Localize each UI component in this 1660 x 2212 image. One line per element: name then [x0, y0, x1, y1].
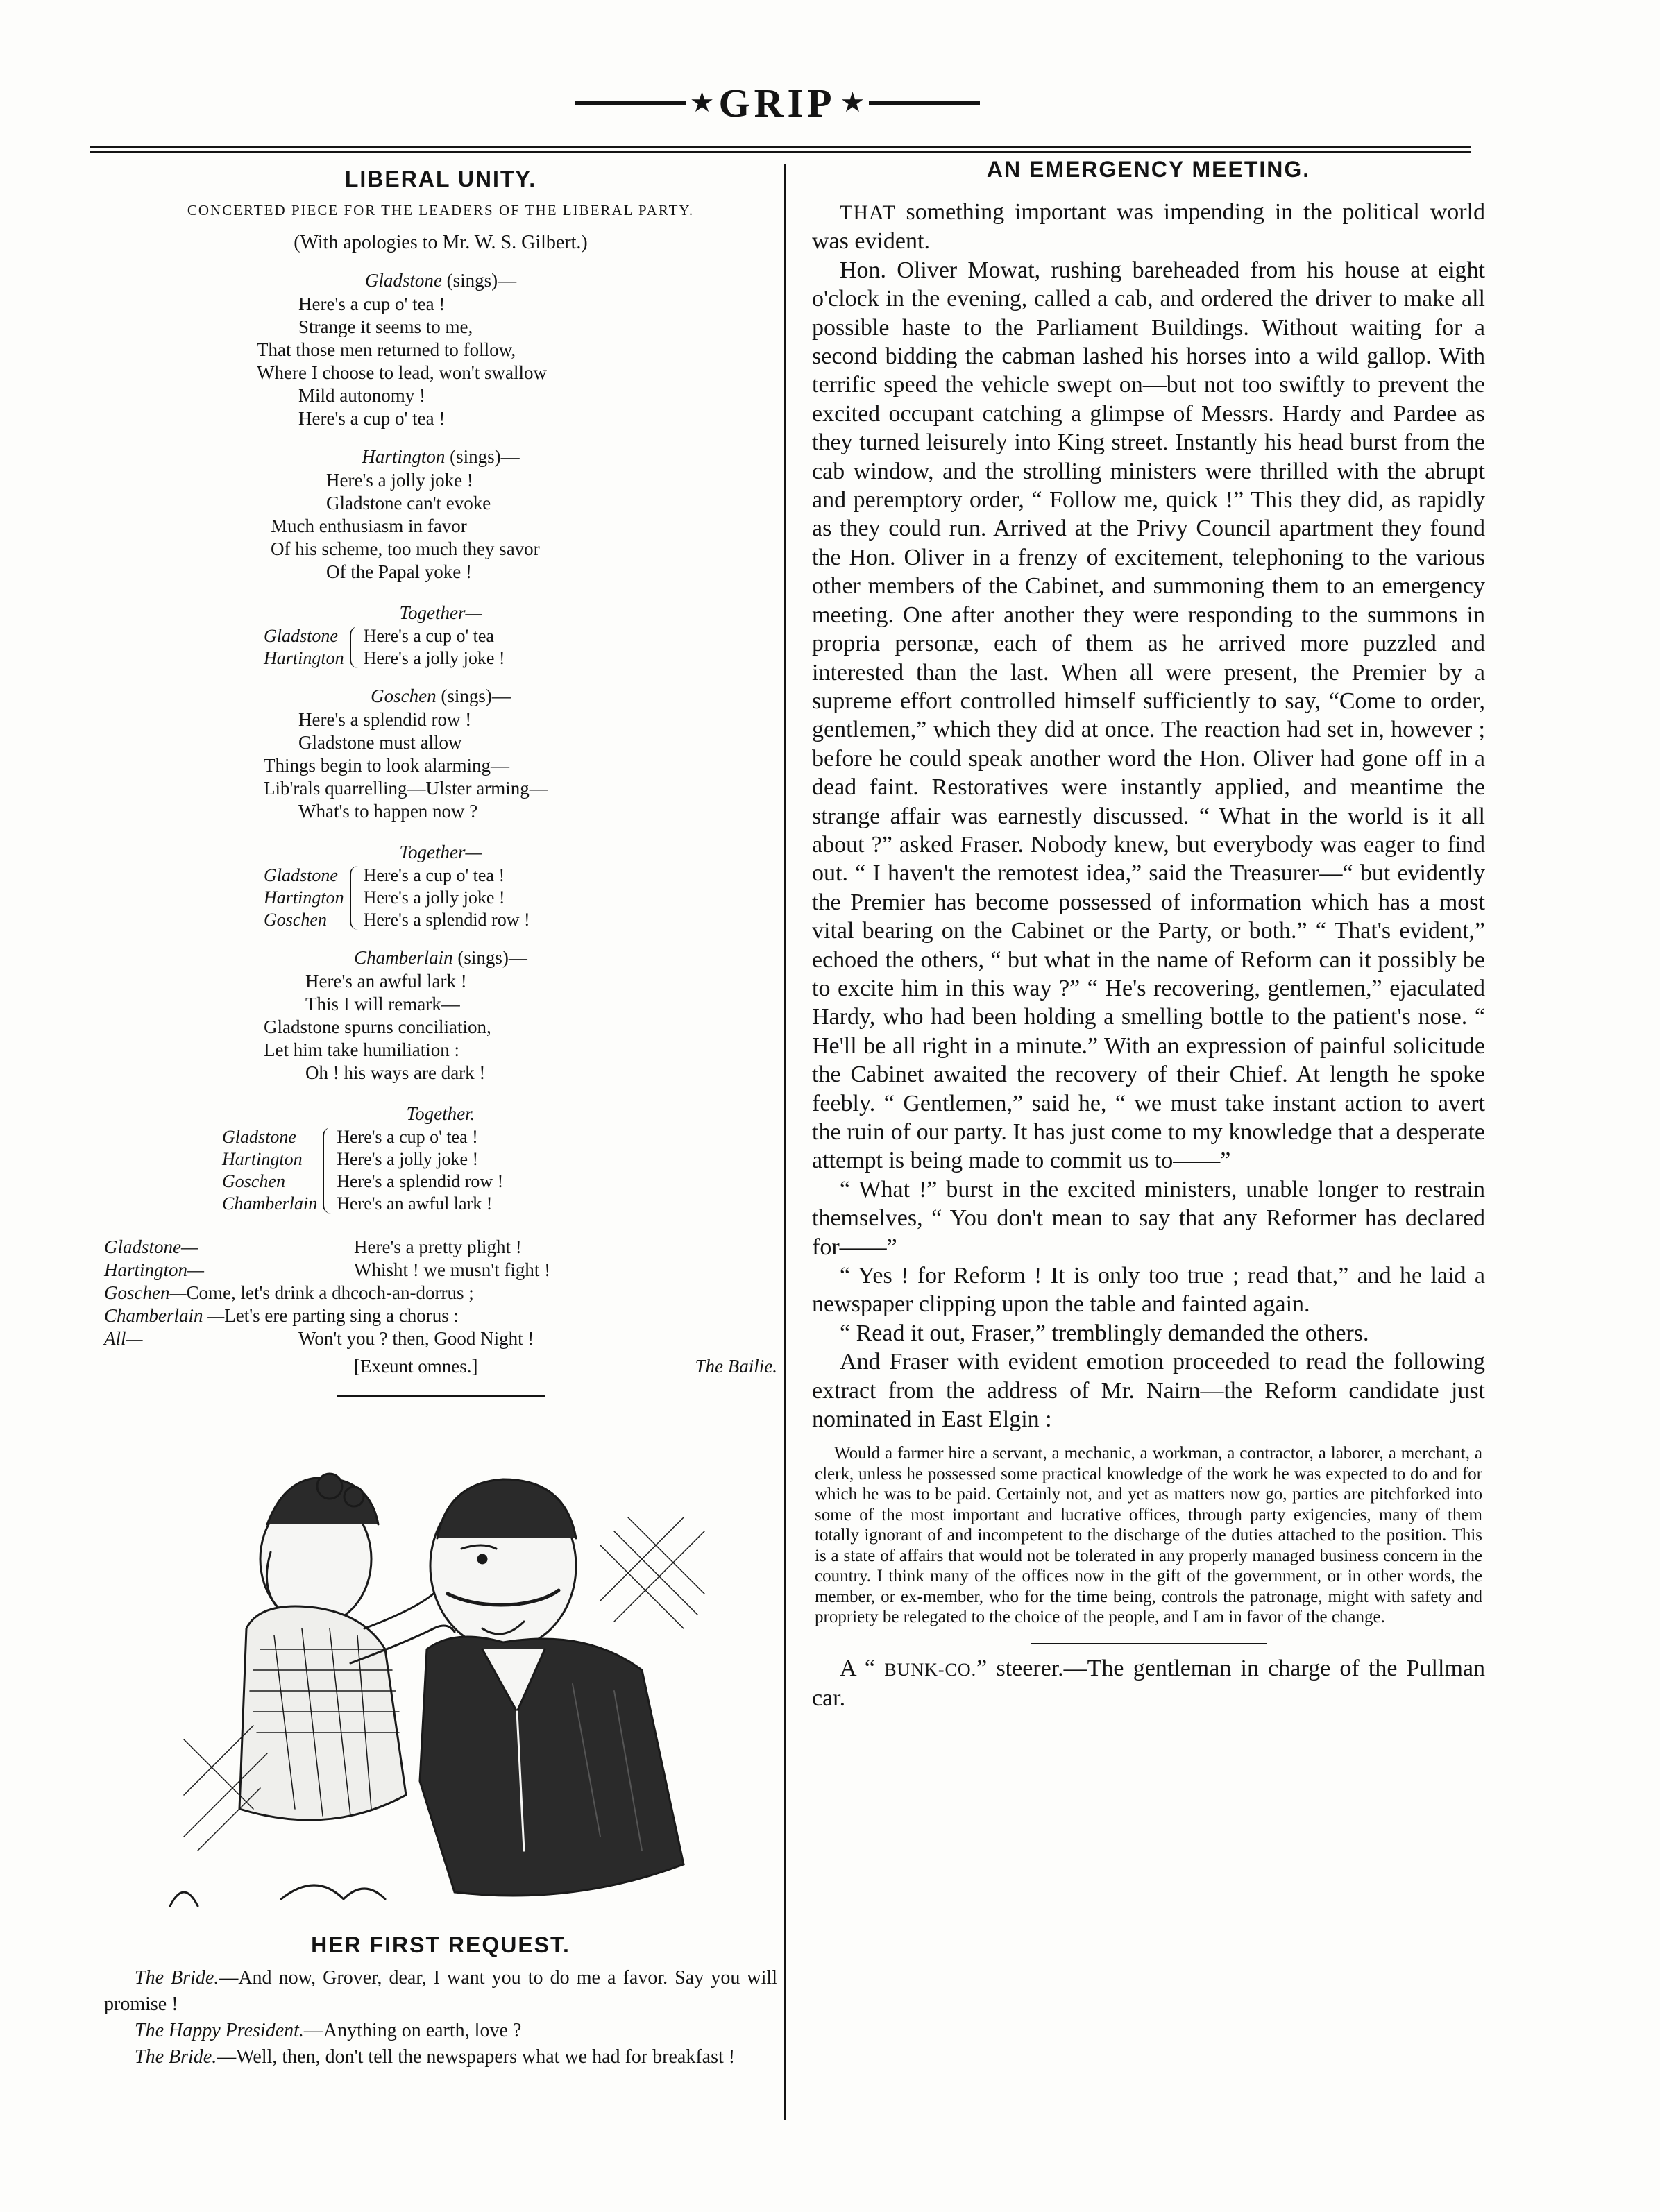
- verse-line: Here's a cup o' tea !: [298, 293, 446, 314]
- verse-line: Of his scheme, too much they savor: [271, 538, 540, 559]
- singer-name: Gladstone: [222, 1127, 296, 1147]
- verse-line: Strange it seems to me,: [298, 316, 473, 337]
- verse-line: Gladstone spurns conciliation,: [264, 1016, 491, 1037]
- singer-name: Chamberlain: [354, 947, 453, 968]
- sings-label: (sings)—: [446, 270, 517, 291]
- section-divider: [337, 1395, 545, 1397]
- verse-line: That those men returned to follow,: [257, 339, 516, 360]
- verse-line: Here's an awful lark !: [305, 971, 467, 992]
- singer-name: Gladstone: [264, 626, 338, 646]
- dialogue-line: —Anything on earth, love ?: [303, 2020, 522, 2041]
- finale-role: All—: [104, 1328, 143, 1349]
- verse-line: Here's a splendid row !: [298, 709, 472, 730]
- article-paragraph: And Fraser with evident emotion proceeded to read the following extract from the address of Mr. Nairn—the Reform candidate just nominated in East Elgin :: [812, 1349, 1485, 1433]
- verse-line: Mild autonomy !: [298, 385, 425, 406]
- singer-name: Hartington: [264, 887, 344, 908]
- poem-finale: [104, 1236, 777, 1350]
- poem-subtitle: CONCERTED PIECE FOR THE LEADERS OF THE LIBERAL PARTY.: [187, 202, 695, 219]
- together-title: Together—: [399, 842, 482, 862]
- brace: [323, 1128, 331, 1214]
- verse-line: Here's a jolly joke !: [363, 648, 505, 668]
- verse-line: Lib'rals quarrelling—Ulster arming—: [264, 778, 548, 799]
- verse-line: Here's a cup o' tea !: [298, 408, 446, 429]
- singer-name: Hartington: [362, 446, 446, 467]
- masthead-rule-left: [575, 101, 686, 105]
- verse-line: Oh ! his ways are dark !: [305, 1062, 486, 1083]
- finale-line: Won't you ? then, Good Night !: [298, 1328, 534, 1349]
- together-title: Together.: [406, 1103, 475, 1124]
- verse-line: Here's an awful lark !: [337, 1193, 493, 1214]
- article-paragraph: “ Read it out, Fraser,” tremblingly demanded the others.: [840, 1320, 1369, 1346]
- verse-line: Here's a cup o' tea: [363, 626, 494, 646]
- brace: [350, 866, 358, 930]
- singer-name: Chamberlain: [222, 1193, 318, 1214]
- column-divider: [784, 164, 786, 2120]
- quoted-extract: Would a farmer hire a servant, a mechanic, a workman, a contractor, a laborer, a merchant, a clerk, unless he possessed some practical knowledge of the work he was expected to do and for which he was to be paid. Certainly not, and yet as matters now go, parties are pitchforked into some of the most important and lucrative offices, through party exigencies, many of them totally ignorant of and incompetent to the discharge of the duties attached to the position. This is a state of affairs that would not be tolerated in any properly managed business concern in the country. I think many of the offices now in the gift of the government, or in other words, the member, or ex-member, who for the time being, controls the patronage, might with safety and propriety be relegated to the choice of the people, and I am in favor of the change.: [815, 1444, 1482, 1627]
- verse-gladstone: [104, 268, 777, 430]
- singer-name: Goschen: [264, 910, 327, 930]
- poem-apology: (With apologies to Mr. W. S. Gilbert.): [294, 232, 588, 253]
- together-block: [104, 1101, 777, 1215]
- masthead: [0, 75, 1660, 130]
- article-paragraph: THAT something important was impending in the political world was evident.: [812, 199, 1485, 255]
- article-title: AN EMERGENCY MEETING.: [986, 157, 1311, 182]
- header-rule: [90, 146, 1471, 148]
- finale-role: Hartington—: [104, 1259, 205, 1280]
- finale-line: Come, let's drink a dhcoch-an-dorrus ;: [186, 1282, 474, 1303]
- singer-name: Gladstone: [264, 865, 338, 885]
- finale-role: Chamberlain —: [104, 1305, 225, 1326]
- verse-line: Gladstone must allow: [298, 732, 462, 753]
- finale-role: Goschen—: [104, 1282, 187, 1303]
- together-block: [104, 840, 777, 931]
- verse-chamberlain: [104, 945, 777, 1084]
- left-column: [104, 167, 777, 2070]
- verse-line: Here's a splendid row !: [363, 910, 530, 930]
- verse-line: Here's a cup o' tea !: [363, 865, 505, 885]
- verse-line: Here's a cup o' tea !: [337, 1127, 478, 1147]
- verse-line: Let him take humiliation :: [264, 1039, 459, 1060]
- together-block: [104, 600, 777, 670]
- speaker: The Bride.: [135, 1967, 219, 1989]
- verse-line: What's to happen now ?: [298, 801, 478, 822]
- verse-line: Things begin to look alarming—: [264, 755, 509, 776]
- sings-label: (sings)—: [441, 686, 511, 706]
- cartoon-illustration: [156, 1420, 725, 1920]
- verse-line: Here's a jolly joke !: [363, 887, 505, 908]
- speaker: The Bride.: [135, 2046, 217, 2068]
- article-paragraph: “ Yes ! for Reform ! It is only too true ; read that,” and he laid a newspaper clipping upon the table and fainted again.: [812, 1263, 1485, 1318]
- brace: [350, 627, 358, 668]
- sings-label: (sings)—: [450, 446, 520, 467]
- small-caps-term: BUNK-CO.: [884, 1659, 977, 1680]
- together-title: Together—: [399, 602, 482, 623]
- verse-line: Here's a splendid row !: [337, 1171, 504, 1191]
- finale-line: Let's ere parting sing a chorus :: [224, 1305, 459, 1326]
- verse-goschen: [104, 683, 777, 823]
- star-icon: ★: [689, 87, 715, 118]
- singer-name: Gladstone: [364, 270, 442, 291]
- verse-line: Of the Papal yoke !: [326, 561, 472, 582]
- masthead-title: GRIP: [718, 80, 836, 126]
- poem-title: LIBERAL UNITY.: [344, 167, 537, 192]
- article-paragraph: Hon. Oliver Mowat, rushing bareheaded from his house at eight o'clock in the evening, called a cab, and ordered the driver to make all possible haste to the Parliament Buildings. Without waiting for a second bidding the cabman lashed his horses into a wild gallop. With terrific speed the vehicle swept on—but not too swiftly to prevent the excited occupant catching a glimpse of Messrs. Hardy and Pardee as they turned leisurely into King street. Instantly his head burst from the cab window, and the strolling ministers were thrilled with the abrupt and peremptory order, “ Follow me, quick !” This they did, as rapidly as they could run. Arrived at the Privy Council apartment they found the Hon. Oliver in a frenzy of excitement, telephoning to the various other members of the Cabinet, and summoning them to an emergency meeting. One after another they were responding to the summons in propria personæ, each of them as he arrived more puzzled and interested than the last. When all were present, the Premier by a supreme effort controlled himself sufficiently to say, “Come to order, gentlemen,” which they did at once. The reaction had set in, however ; before he could speak another word the Hon. Oliver had gone off in a dead faint. Restoratives were instantly applied, and meantime the strange affair was earnestly discussed. “ What in the world is it all about ?” asked Fraser. Nobody knew, but everybody was eager to find out. “ I haven't the remotest idea,” said the Treasurer—“ but evidently the Premier has become possessed of information which has a most vital bearing on the Cabinet or the Party, or both.” “ That's evident,” echoed the others, “ but what in the name of Reform can it possibly be to excite him in this way ?” “ He's recovering, gentlemen,” ejaculated Hardy, who had been holding a smelling bottle to the patient's nose. “ He'll be all right in a minute.” With an expression of painful solicitude the Cabinet awaited the recovery of their Chief. At length he spoke feebly. “ Gentlemen,” said he, “ we must take instant action to avert the ruin of our party. It has just come to my knowledge that a desperate attempt is being made to commit us to——”: [812, 257, 1485, 1174]
- poem-source: The Bailie.: [695, 1356, 777, 1377]
- article-body: [812, 198, 1485, 1433]
- finale-line: Whisht ! we musn't fight !: [354, 1259, 551, 1280]
- verse-line: Gladstone can't evoke: [326, 493, 491, 513]
- verse-line: Much enthusiasm in favor: [271, 516, 467, 536]
- dialogue-line: —Well, then, don't tell the newspapers what we had for breakfast !: [217, 2046, 736, 2068]
- stage-direction: [Exeunt omnes.]: [354, 1356, 478, 1377]
- star-icon: ★: [840, 87, 865, 118]
- right-column: [812, 157, 1485, 1712]
- singer-name: Goschen: [371, 686, 437, 706]
- article-paragraph: “ What !” burst in the excited ministers, unable longer to restrain themselves, “ You don't mean to say that any Reformer has declared for——”: [812, 1176, 1485, 1260]
- finale-line: Here's a pretty plight !: [354, 1236, 522, 1257]
- verse-line: Where I choose to lead, won't swallow: [257, 362, 547, 383]
- singer-name: Hartington: [264, 648, 344, 668]
- lead-word: THAT: [840, 201, 896, 224]
- cartoon-dialogue: [104, 1965, 777, 2070]
- dialogue-line: —And now, Grover, dear, I want you to do me a favor. Say you will promise !: [104, 1967, 777, 2015]
- verse-line: This I will remark—: [305, 994, 460, 1014]
- section-divider: [1031, 1643, 1267, 1644]
- sings-label: (sings)—: [457, 947, 527, 968]
- speaker: The Happy President.: [135, 2020, 304, 2041]
- verse-line: Here's a jolly joke !: [337, 1149, 479, 1169]
- header-rule-thin: [90, 151, 1471, 153]
- singer-name: Goschen: [222, 1171, 285, 1191]
- verse-hartington: [104, 444, 777, 584]
- joke-paragraph: A “ BUNK-CO.” steerer.—The gentleman in charge of the Pullman car.: [812, 1655, 1485, 1711]
- singer-name: Hartington: [222, 1149, 303, 1169]
- finale-role: Gladstone—: [104, 1236, 198, 1257]
- masthead-rule-right: [869, 101, 980, 105]
- verse-line: Here's a jolly joke !: [326, 470, 473, 491]
- cartoon-caption: HER FIRST REQUEST.: [311, 1932, 570, 1957]
